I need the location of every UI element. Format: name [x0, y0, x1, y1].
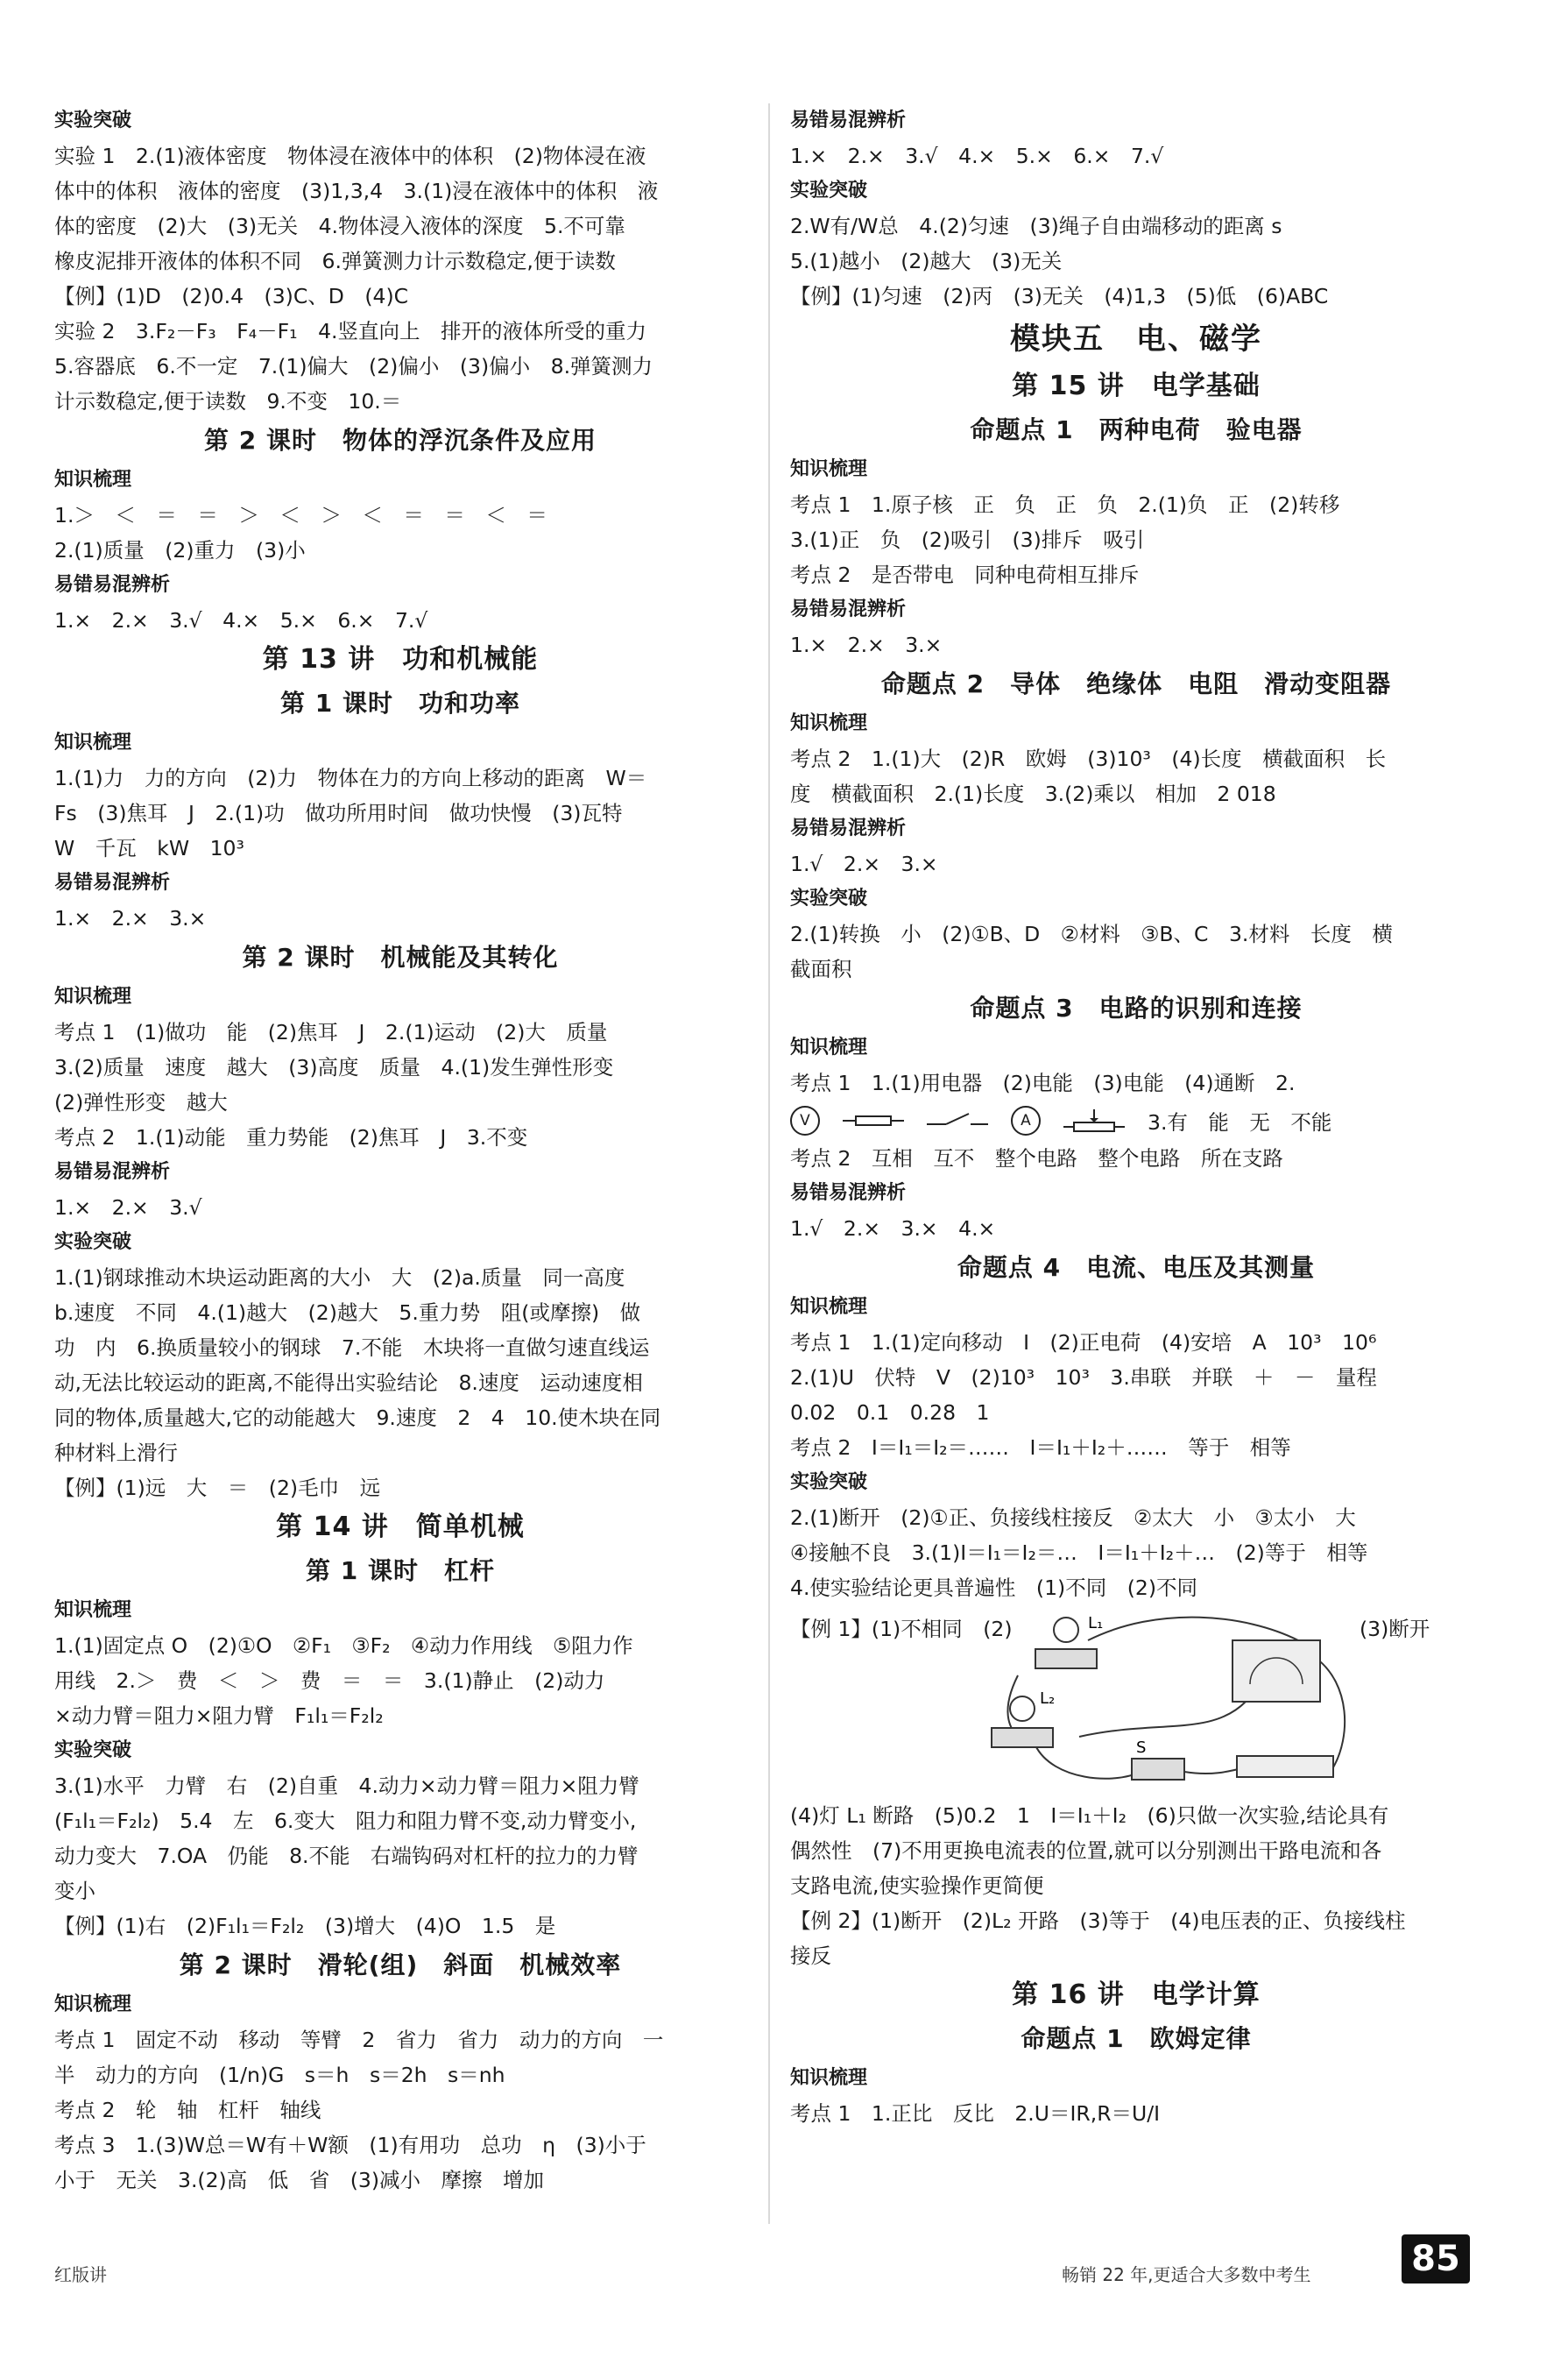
section-label: 实验突破: [790, 1471, 868, 1493]
section-label: 知识梳理: [54, 732, 132, 754]
answer-line: 橡皮泥排开液体的体积不同 6.弹簧测力计示数稳定,便于读数: [54, 249, 616, 273]
answer-line: 3.(1)正 负 (2)吸引 (3)排斥 吸引: [790, 528, 1145, 552]
example1-right-text: (3)断开: [1360, 1617, 1430, 1641]
heading: 第 16 讲 电学计算: [1012, 1979, 1261, 2010]
right-top-block: [790, 103, 1482, 1101]
answer-line: 度 横截面积 2.(1)长度 3.(2)乘以 相加 2 018: [790, 782, 1276, 806]
right-bottom-block: [790, 1798, 1482, 2131]
answer-line: 1.× 2.× 3.√ 4.× 5.× 6.× 7.√: [790, 144, 1164, 168]
answer-line: 3.(2)质量 速度 越大 (3)高度 质量 4.(1)发生弹性形变: [54, 1055, 614, 1080]
answer-line: 0.02 0.1 0.28 1: [790, 1400, 990, 1425]
section-label: 易错易混辨析: [54, 574, 171, 596]
answer-line: W 千瓦 kW 10³: [54, 836, 244, 860]
answer-line: (F₁l₁＝F₂l₂) 5.4 左 6.变大 阻力和阻力臂不变,动力臂变小,: [54, 1809, 637, 1833]
answer-line: 2.(1)U 伏特 V (2)10³ 10³ 3.串联 并联 ＋ － 量程: [790, 1365, 1377, 1390]
answer-line: 3.(1)水平 力臂 右 (2)自重 4.动力×动力臂＝阻力×阻力臂: [54, 1774, 639, 1798]
answer-line: (4)灯 L₁ 断路 (5)0.2 1 I＝I₁＋I₂ (6)只做一次实验,结论具有: [790, 1803, 1389, 1828]
label-s: S: [1136, 1738, 1147, 1757]
answer-line: 【例】(1)右 (2)F₁l₁＝F₂l₂ (3)增大 (4)O 1.5 是: [54, 1914, 556, 1938]
answer-line: 变小: [54, 1879, 95, 1903]
symbols-answer-text: 3.有 能 无 不能: [1148, 1110, 1332, 1135]
answer-line: 考点 2 1.(1)动能 重力势能 (2)焦耳 J 3.不变: [54, 1125, 528, 1150]
answer-line: 考点 2 轮 轴 杠杆 轴线: [54, 2098, 321, 2122]
answer-line: 用线 2.＞ 费 ＜ ＞ 费 ＝ ＝ 3.(1)静止 (2)动力: [54, 1668, 605, 1693]
right-column: [790, 103, 1482, 2131]
answer-line: 支路电流,使实验操作更简便: [790, 1873, 1044, 1898]
ammeter-icon: [1233, 1640, 1320, 1702]
answer-line: 1.× 2.× 3.√ 4.× 5.× 6.× 7.√: [54, 608, 428, 633]
section-label: 知识梳理: [790, 712, 868, 734]
section-label: 易错易混辨析: [54, 872, 171, 894]
section-label: 实验突破: [54, 110, 132, 131]
lamp-l1-base: [1035, 1649, 1097, 1668]
answer-line: ×动力臂＝阻力×阻力臂 F₁l₁＝F₂l₂: [54, 1703, 384, 1728]
answer-line: 2.(1)质量 (2)重力 (3)小: [54, 538, 306, 563]
answer-line: 计示数稳定,便于读数 9.不变 10.＝: [54, 389, 402, 414]
answer-line: Fs (3)焦耳 J 2.(1)功 做功所用时间 做功快慢 (3)瓦特: [54, 801, 623, 825]
answer-line: 【例】(1)D (2)0.4 (3)C、D (4)C: [54, 284, 409, 308]
answer-line: 小于 无关 3.(2)高 低 省 (3)减小 摩擦 增加: [54, 2168, 544, 2192]
switch-icon: [1132, 1759, 1184, 1780]
section-label: 知识梳理: [790, 1037, 868, 1059]
answer-line: b.速度 不同 4.(1)越大 (2)越大 5.重力势 阻(或摩擦) 做: [54, 1300, 641, 1325]
left-column: [54, 103, 746, 2198]
answer-line: 【例】(1)匀速 (2)丙 (3)无关 (4)1,3 (5)低 (6)ABC: [790, 284, 1329, 308]
answer-line: 接反: [790, 1944, 831, 1968]
answer-line: 1.√ 2.× 3.× 4.×: [790, 1216, 996, 1241]
answer-line: 1.× 2.× 3.√: [54, 1195, 202, 1220]
heading: 第 1 课时 杠杆: [306, 1556, 495, 1585]
answer-line: 1.(1)固定点 O (2)①O ②F₁ ③F₂ ④动力作用线 ⑤阻力作: [54, 1633, 633, 1658]
section-label: 易错易混辨析: [54, 1161, 171, 1183]
section-label: 知识梳理: [54, 986, 132, 1008]
answer-line: 半 动力的方向 (1/n)G s＝h s＝2h s＝nh: [54, 2063, 505, 2087]
heading: 第 2 课时 滑轮(组) 斜面 机械效率: [179, 1951, 622, 1979]
answer-line: 功 内 6.换质量较小的钢球 7.不能 木块将一直做匀速直线运: [54, 1335, 650, 1360]
section-label: 知识梳理: [54, 1993, 132, 2015]
label-l2: L₂: [1040, 1689, 1056, 1708]
heading: 命题点 2 导体 绝缘体 电阻 滑动变阻器: [880, 669, 1392, 698]
section-label: 知识梳理: [54, 469, 132, 491]
answer-line: 种材料上滑行: [54, 1441, 178, 1465]
ammeter-symbol-icon: A: [1011, 1106, 1041, 1136]
section-label: 知识梳理: [54, 1599, 132, 1621]
label-l1: L₁: [1088, 1614, 1104, 1632]
right-mid-block: [790, 1141, 1482, 1605]
answer-line: 实验 2 3.F₂－F₃ F₄－F₁ 4.竖直向上 排开的液体所受的重力: [54, 319, 647, 343]
section-label: 易错易混辨析: [790, 1182, 907, 1204]
column-divider: [768, 103, 770, 2224]
answer-line: 4.使实验结论更具普遍性 (1)不同 (2)不同: [790, 1575, 1197, 1600]
parallel-circuit-diagram: [983, 1605, 1351, 1789]
answer-line: 动,无法比较运动的距离,不能得出实验结论 8.速度 运动速度相: [54, 1370, 643, 1395]
lamp-l1-icon: [1054, 1618, 1078, 1642]
answer-line: 1.(1)钢球推动木块运动距离的大小 大 (2)a.质量 同一高度: [54, 1265, 625, 1290]
answer-line: 考点 2 是否带电 同种电荷相互排斥: [790, 563, 1140, 587]
answer-line: 5.容器底 6.不一定 7.(1)偏大 (2)偏小 (3)偏小 8.弹簧测力: [54, 354, 653, 379]
answer-line: 考点 1 1.原子核 正 负 正 负 2.(1)负 正 (2)转移: [790, 492, 1340, 517]
answer-line: 【例 2】(1)断开 (2)L₂ 开路 (3)等于 (4)电压表的正、负接线柱: [790, 1908, 1406, 1933]
answer-line: 考点 1 1.正比 反比 2.U＝IR,R＝U/I: [790, 2101, 1161, 2126]
section-label: 知识梳理: [790, 2067, 868, 2089]
answer-line: 体的密度 (2)大 (3)无关 4.物体浸入液体的深度 5.不可靠: [54, 214, 625, 238]
answer-line: 考点 3 1.(3)W总＝W有＋W额 (1)有用功 总功 η (3)小于: [54, 2133, 646, 2157]
lamp-l2-base: [992, 1728, 1053, 1747]
example1-figure: [790, 1605, 1482, 1798]
answer-line: 考点 1 固定不动 移动 等臂 2 省力 省力 动力的方向 一: [54, 2028, 664, 2052]
answer-line: 考点 1 (1)做功 能 (2)焦耳 J 2.(1)运动 (2)大 质量: [54, 1020, 608, 1044]
answer-line: 截面积: [790, 957, 852, 981]
heading: 模块五 电、磁学: [1010, 322, 1262, 357]
section-label: 知识梳理: [790, 458, 868, 480]
heading: 命题点 1 两种电荷 验电器: [970, 415, 1303, 444]
answer-line: 考点 2 互相 互不 整个电路 整个电路 所在支路: [790, 1146, 1283, 1171]
answer-line: 【例】(1)远 大 ＝ (2)毛巾 远: [54, 1476, 381, 1500]
section-label: 易错易混辨析: [790, 598, 907, 620]
answer-line: 体中的体积 液体的密度 (3)1,3,4 3.(1)浸在液体中的体积 液: [54, 179, 659, 203]
answer-line: (2)弹性形变 越大: [54, 1090, 228, 1115]
answer-line: 2.W有/W总 4.(2)匀速 (3)绳子自由端移动的距离 s: [790, 214, 1282, 238]
answer-line: 动力变大 7.OA 仍能 8.不能 右端钩码对杠杆的拉力的力臂: [54, 1844, 639, 1868]
answer-line: 考点 2 1.(1)大 (2)R 欧姆 (3)10³ (4)长度 横截面积 长: [790, 747, 1387, 771]
section-label: 易错易混辨析: [790, 110, 907, 131]
answer-line: 实验 1 2.(1)液体密度 物体浸在液体中的体积 (2)物体浸在液: [54, 144, 646, 168]
page-number: 85: [1402, 2234, 1470, 2283]
resistor-symbol-icon: [843, 1112, 904, 1129]
section-label: 知识梳理: [790, 1296, 868, 1318]
section-label: 实验突破: [54, 1739, 132, 1761]
heading: 第 2 课时 机械能及其转化: [242, 943, 559, 972]
answer-line: 偶然性 (7)不用更换电流表的位置,就可以分别测出干路电流和各: [790, 1838, 1382, 1863]
section-label: 实验突破: [54, 1231, 132, 1253]
lamp-l2-icon: [1010, 1696, 1035, 1721]
example1-left-text: 【例 1】(1)不相同 (2): [790, 1617, 1013, 1641]
footer-slogan: 畅销 22 年,更适合大多数中考生: [1062, 2264, 1311, 2285]
switch-symbol-icon: [927, 1110, 988, 1131]
heading: 命题点 4 电流、电压及其测量: [957, 1253, 1316, 1282]
footer-brand: 红版讲: [54, 2264, 107, 2285]
heading: 第 13 讲 功和机械能: [262, 644, 539, 675]
heading: 第 15 讲 电学基础: [1012, 371, 1261, 401]
heading: 命题点 1 欧姆定律: [1021, 2024, 1252, 2053]
answer-line: 考点 1 1.(1)用电器 (2)电能 (3)电能 (4)通断 2.: [790, 1071, 1296, 1095]
answer-line: 5.(1)越小 (2)越大 (3)无关: [790, 249, 1063, 273]
heading: 第 1 课时 功和功率: [280, 689, 520, 718]
voltmeter-symbol-icon: V: [790, 1106, 820, 1136]
heading: 第 14 讲 简单机械: [276, 1512, 525, 1542]
answer-line: 1.× 2.× 3.×: [54, 906, 207, 931]
section-label: 实验突破: [790, 888, 868, 910]
answer-line: 2.(1)转换 小 (2)①B、D ②材料 ③B、C 3.材料 长度 横: [790, 922, 1393, 946]
answer-line: 同的物体,质量越大,它的动能越大 9.速度 2 4 10.使木块在同: [54, 1405, 661, 1430]
answer-line: 1.× 2.× 3.×: [790, 633, 943, 657]
battery-icon: [1237, 1756, 1333, 1777]
answer-line: 考点 2 I＝I₁＝I₂＝…… I＝I₁＋I₂＋…… 等于 相等: [790, 1435, 1291, 1460]
answer-line: 2.(1)断开 (2)①正、负接线柱接反 ②太大 小 ③太小 大: [790, 1505, 1356, 1530]
answer-line: 1.＞ ＜ ＝ ＝ ＞ ＜ ＞ ＜ ＝ ＝ ＜ ＝: [54, 503, 547, 528]
circuit-symbols-row: [790, 1101, 1482, 1141]
heading: 命题点 3 电路的识别和连接: [970, 994, 1303, 1023]
answer-line: 考点 1 1.(1)定向移动 I (2)正电荷 (4)安培 A 10³ 10⁶: [790, 1330, 1377, 1355]
heading: 第 2 课时 物体的浮沉条件及应用: [204, 426, 597, 455]
section-label: 实验突破: [790, 180, 868, 202]
section-label: 易错易混辨析: [790, 818, 907, 839]
rheostat-symbol-icon: [1063, 1108, 1125, 1134]
answer-line: ④接触不良 3.(1)I＝I₁＝I₂＝… I＝I₁＋I₂＋… (2)等于 相等: [790, 1540, 1368, 1565]
answer-line: 1.(1)力 力的方向 (2)力 物体在力的方向上移动的距离 W＝: [54, 766, 647, 790]
answer-line: 1.√ 2.× 3.×: [790, 852, 938, 876]
